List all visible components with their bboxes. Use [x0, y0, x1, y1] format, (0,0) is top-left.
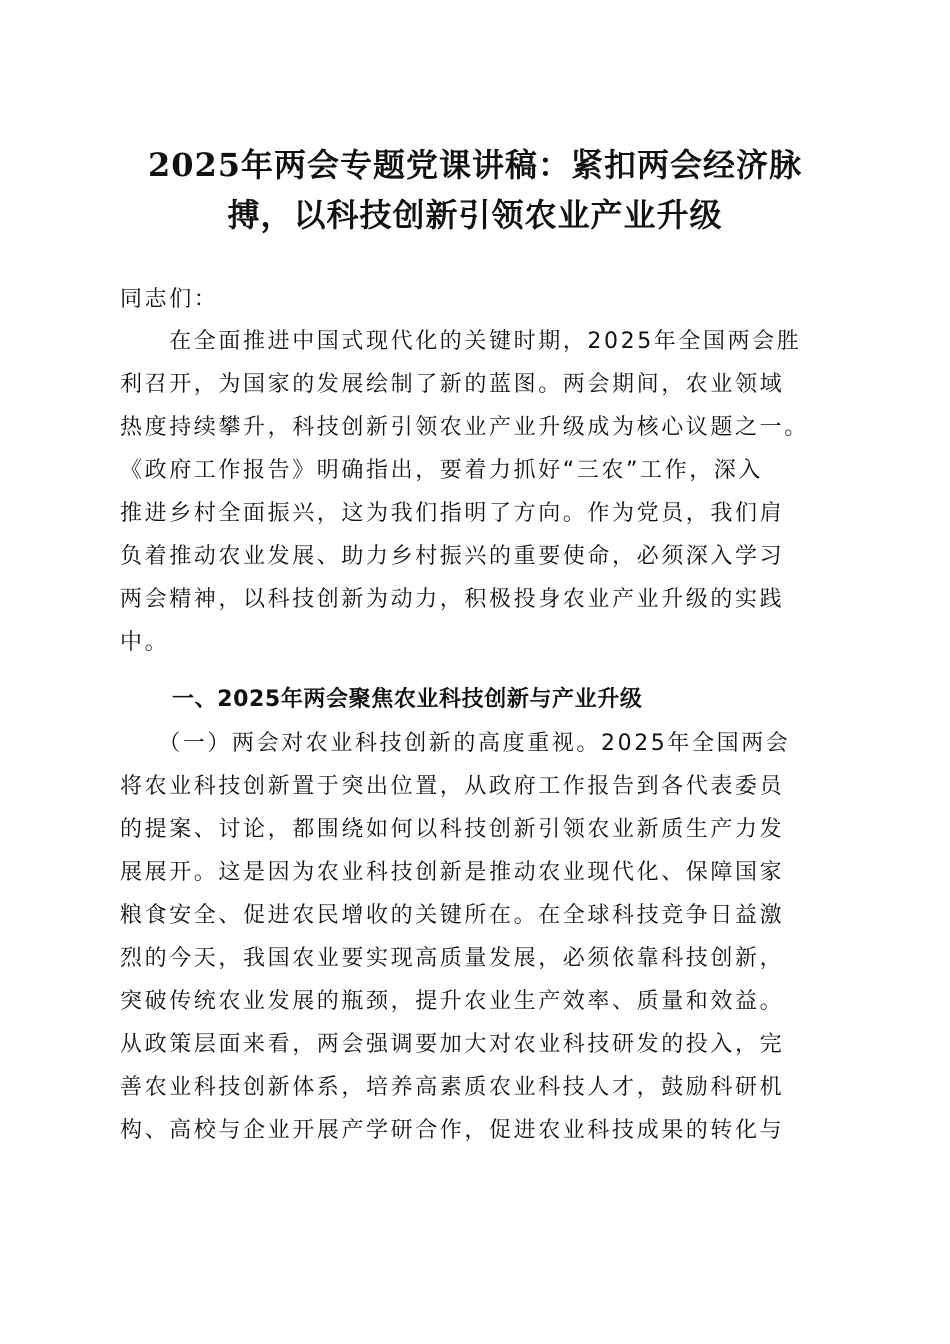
paragraph-line: 负着推动农业发展、助力乡村振兴的重要使命，必须深入学习	[120, 544, 785, 569]
paragraph-line: 中。	[120, 630, 170, 655]
paragraph-line: 从政策层面来看，两会强调要加大对农业科技研发的投入，完	[120, 1032, 785, 1057]
paragraph-line: 烈的今天，我国农业要实现高质量发展，必须依靠科技创新，	[120, 946, 785, 971]
paragraph-line: 两会精神，以科技创新为动力，积极投身农业产业升级的实践	[120, 587, 785, 612]
paragraph-line: 《政府工作报告》明确指出，要着力抓好“三农”工作，深入	[120, 458, 763, 483]
section-heading: 一、2025年两会聚焦农业科技创新与产业升级	[172, 687, 643, 712]
paragraph-line: 将农业科技创新置于突出位置，从政府工作报告到各代表委员	[120, 774, 785, 799]
paragraph-line: 利召开，为国家的发展绘制了新的蓝图。两会期间，农业领域	[120, 372, 785, 397]
paragraph-line: 善农业科技创新体系，培养高素质农业科技人才，鼓励科研机	[120, 1075, 785, 1100]
paragraph-line: 的提案、讨论，都围绕如何以科技创新引领农业新质生产力发	[120, 817, 785, 842]
document-title	[110, 140, 840, 240]
paragraph-section-1	[120, 722, 840, 1152]
paragraph-line: 展展开。这是因为农业科技创新是推动农业现代化、保障国家	[120, 860, 785, 885]
title-line-1: 2025年两会专题党课讲稿：紧扣两会经济脉	[147, 146, 803, 184]
paragraph-line: 热度持续攀升，科技创新引领农业产业升级成为核心议题之一。	[120, 415, 809, 440]
paragraph-line: 粮食安全、促进农民增收的关键所在。在全球科技竞争日益激	[120, 903, 785, 928]
salutation: 同志们：	[120, 287, 219, 312]
paragraph-line: （一）两会对农业科技创新的高度重视。2025年全国两会	[120, 731, 791, 756]
paragraph-intro	[120, 320, 840, 664]
paragraph-line: 在全面推进中国式现代化的关键时期，2025年全国两会胜	[120, 329, 802, 354]
paragraph-line: 推进乡村全面振兴，这为我们指明了方向。作为党员，我们肩	[120, 501, 785, 526]
title-line-2: 搏，以科技创新引领农业产业升级	[227, 196, 723, 234]
paragraph-line: 构、高校与企业开展产学研合作，促进农业科技成果的转化与	[120, 1118, 785, 1143]
paragraph-line: 突破传统农业发展的瓶颈，提升农业生产效率、质量和效益。	[120, 989, 785, 1014]
